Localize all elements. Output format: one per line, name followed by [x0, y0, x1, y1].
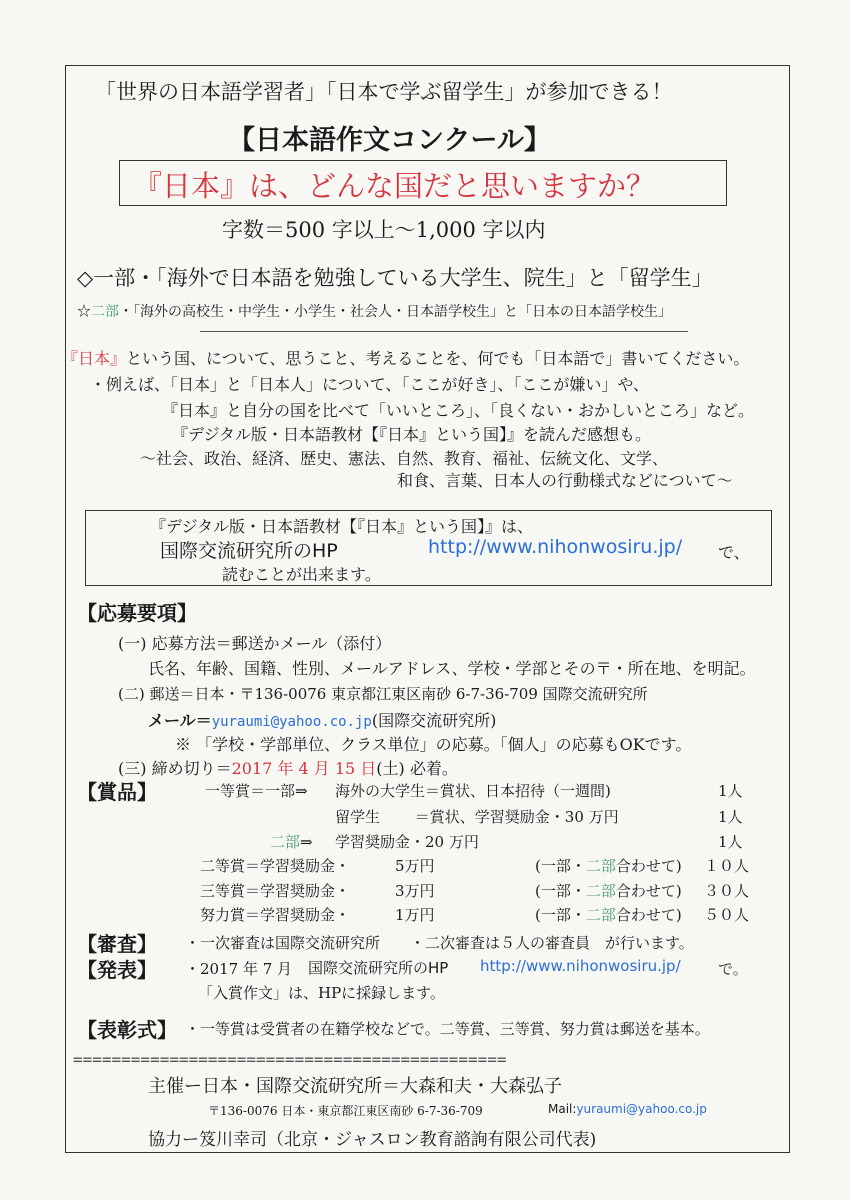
- scope-post: 合わせて): [615, 857, 682, 875]
- category-part1: ◇一部・「海外で日本語を勉強している大学生、院生」と「留学生」: [77, 266, 713, 290]
- announce-line-2: 「入賞作文」は、HPに採録します。: [198, 984, 445, 1002]
- prize-row-2-count: 1人: [718, 808, 743, 826]
- category-part2: [77, 301, 672, 321]
- scope-post: 合わせて): [615, 906, 682, 924]
- review-text: ・一次審査は国際交流研究所 ・二次審査は５人の審査員 が行います。: [185, 934, 694, 952]
- intro-line-3: 『日本』と自分の国を比べて「いいところ」、「良くない・おかしいところ」など。: [162, 401, 755, 420]
- footer-mail-label: Mail:: [548, 1102, 577, 1116]
- tier-2-amount: 3万円: [395, 882, 435, 900]
- tier-3-scope: [535, 904, 682, 925]
- prize-row-1-count: 1人: [718, 782, 743, 800]
- prizes-heading: 【賞品】: [77, 780, 157, 804]
- scope-pre: (一部・: [535, 906, 586, 924]
- intro-line-2: ・例えば、「日本」と「日本人」について、「ここが好き」、「ここが嫌い」や、: [90, 375, 650, 394]
- tier-3-name: 努力賞＝学習奨励金・: [200, 906, 351, 924]
- deadline-date: 2017 年 4 月 15 日: [231, 759, 377, 778]
- intro-japan-word: 『日本』: [62, 349, 127, 368]
- scope-pre: (一部・: [535, 857, 586, 875]
- scope-part2: 二部: [585, 857, 616, 875]
- mail-note: (国際交流研究所): [371, 711, 497, 730]
- tier-1-name: 二等賞＝学習奨励金・: [200, 857, 351, 875]
- tier-3-count: ５０人: [704, 906, 750, 924]
- footer-mail-link[interactable]: yuraumi@yahoo.co.jp: [576, 1102, 707, 1116]
- application-deadline: [118, 756, 458, 779]
- intro-line-1: [62, 346, 749, 369]
- hp-org: 国際交流研究所のHP: [160, 540, 338, 562]
- application-note: ※ 「学校・学部単位、クラス単位」の応募。「個人」の応募もOKです。: [175, 735, 692, 754]
- prize-row-1-label: 一等賞＝一部⇒: [205, 782, 308, 800]
- scope-pre: (一部・: [535, 882, 586, 900]
- intro-line-4: 『デジタル版・日本語教材【『日本』という国】』を読んだ感想も。: [172, 425, 652, 444]
- announce-url-link[interactable]: http://www.nihonwosiru.jp/: [480, 957, 681, 975]
- application-item-1-detail: 氏名、年齢、国籍、性別、メールアドレス、学校・学部とその〒・所在地、を明記。: [148, 659, 756, 678]
- mail-address-link[interactable]: yuraumi@yahoo.co.jp: [211, 714, 372, 730]
- part2-label: 二部: [91, 304, 119, 320]
- word-count: 字数＝500 字以上〜1,000 字以内: [222, 218, 546, 242]
- footer-separator: =============================================: [73, 1050, 507, 1069]
- tier-1-scope: [535, 855, 682, 876]
- mail-label: メール＝: [148, 711, 212, 730]
- hp-line-3: 読むことが出来ます。: [222, 565, 381, 584]
- announce-suffix: で。: [718, 960, 748, 978]
- footer-host: 主催ー日本・国際交流研究所＝大森和夫・大森弘子: [148, 1076, 562, 1097]
- ceremony-text: ・一等賞は受賞者の在籍学校などで。二等賞、三等賞、努力賞は郵送を基本。: [185, 1020, 710, 1038]
- tier-2-scope: [535, 880, 682, 901]
- prize-row-3-desc: 学習奨励金・20 万円: [335, 833, 479, 851]
- tier-3-amount: 1万円: [395, 906, 435, 924]
- tier-2-name: 三等賞＝学習奨励金・: [200, 882, 351, 900]
- application-mail: [148, 708, 496, 731]
- arrow: ⇒: [300, 833, 313, 851]
- part2-text: ・「海外の高校生・中学生・小学生・社会人・日本語学校生」と「日本の日本語学校生」: [119, 304, 672, 320]
- part2-label: 二部: [270, 833, 301, 851]
- prize-row-3-label: [270, 831, 313, 852]
- page-title: 【日本語作文コンクール】: [228, 125, 551, 156]
- announce-heading: 【発表】: [77, 958, 157, 982]
- footer-address: 〒136-0076 日本・東京都江東区南砂 6-7-36-709: [208, 1104, 483, 1118]
- deadline-label: (三) 締め切り＝: [118, 759, 232, 778]
- scope-part2: 二部: [585, 906, 616, 924]
- footer-cooperation: 協力ー笈川幸司（北京・ジャスロン教育諮詢有限公司代表): [148, 1130, 597, 1150]
- divider: [200, 331, 688, 332]
- deadline-suffix: (土) 必着。: [376, 759, 458, 778]
- intro-line-6: 和食、言葉、日本人の行動様式などについて〜: [397, 471, 733, 490]
- application-heading: 【応募要項】: [77, 601, 197, 625]
- tier-1-count: １０人: [704, 857, 750, 875]
- intro-line-1-text: という国、について、思うこと、考えることを、何でも「日本語で」書いてください。: [126, 349, 750, 368]
- prize-row-3-count: 1人: [718, 833, 743, 851]
- prize-row-1-desc: 海外の大学生＝賞状、日本招待（一週間): [335, 782, 611, 800]
- scope-post: 合わせて): [615, 882, 682, 900]
- hp-url-link[interactable]: http://www.nihonwosiru.jp/: [428, 536, 683, 558]
- application-item-1: (一) 応募方法＝郵送かメール（添付）: [118, 634, 392, 653]
- review-heading: 【審査】: [77, 932, 157, 956]
- star-mark: ☆: [77, 304, 91, 320]
- intro-line-5: 〜社会、政治、経済、歴史、憲法、自然、教育、福祉、伝統文化、文学、: [140, 449, 669, 468]
- tier-2-count: ３０人: [704, 882, 750, 900]
- tier-1-amount: 5万円: [395, 857, 435, 875]
- announce-org: 国際交流研究所のHP: [308, 959, 449, 977]
- application-item-2: (二) 郵送＝日本・〒136-0076 東京都江東区南砂 6-7-36-709 国際交流研究所: [118, 685, 648, 703]
- announce-date: ・2017 年 7 月: [185, 960, 293, 978]
- footer-mail: [548, 1102, 707, 1116]
- prize-row-2-desc: 留学生 ＝賞状、学習奨励金・30 万円: [335, 808, 619, 826]
- ceremony-heading: 【表彰式】: [77, 1018, 177, 1042]
- theme-text: 『日本』は、どんな国だと思いますか？: [133, 169, 656, 203]
- top-line: 「世界の日本語学習者」「日本で学ぶ留学生」が参加できる！: [95, 80, 673, 104]
- scope-part2: 二部: [585, 882, 616, 900]
- hp-line-1: 『デジタル版・日本語教材【『日本』という国】』は、: [150, 517, 534, 536]
- hp-suffix: で、: [718, 543, 750, 562]
